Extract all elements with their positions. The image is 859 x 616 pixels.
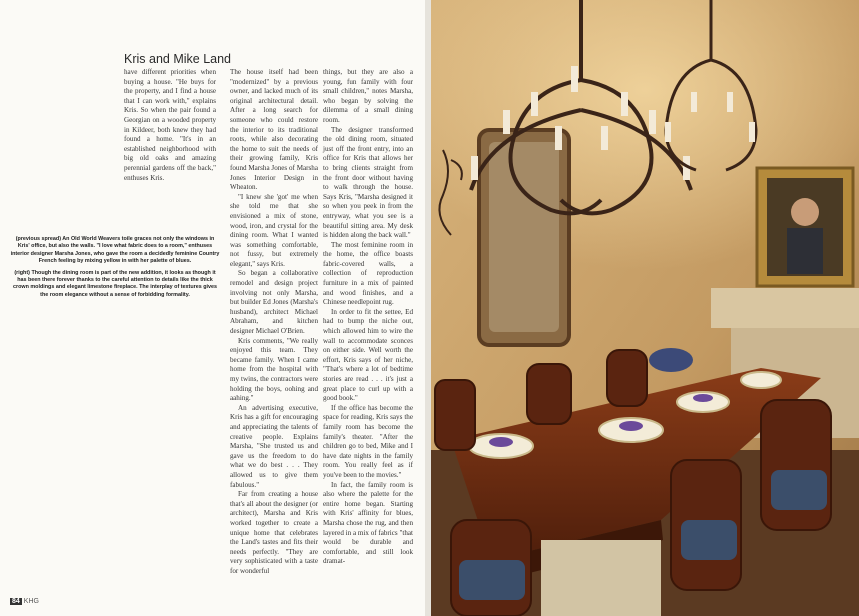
ornate-mirror <box>479 130 569 345</box>
paragraph: An advertising executive, Kris has a gift for encouraging and appreciating the talents of creative people. Explains Marsha, "She trusted us and gave us the freedom to do what we do best . . . They allowed us to give them fabulous." <box>230 403 318 489</box>
paragraph: In fact, the family room is also where the palette for the entire home began. Starting with Kris' affinity for blues, Marsha chose the rug, and then layered in a mix of fabrics "that would be durable and comfortable, and still look dramat- <box>323 480 413 566</box>
paragraph: have different priorities when buying a house. "He buys for the property, and I find a house that I can work with," explains Kris. So when the pair found a Georgian on a wooded property in Kildeer, both knew they had found a home. "It's in an established neighborhood with big old oaks and amazing perennial gardens off the back," enthuses Kris. <box>124 68 216 182</box>
magazine-name: KHG <box>23 598 39 605</box>
photo-captions <box>10 236 220 303</box>
text-column-3 <box>323 68 413 567</box>
article-heading: Kris and Mike Land <box>124 52 232 66</box>
page-number: 84 <box>12 598 20 605</box>
paragraph: If the office has become the space for reading, Kris says the family room has become the family's theater. "After the children go to bed, Mike and I have date nights in the family room. You really feel as if you've been to the movies." <box>323 403 413 479</box>
text-column-2 <box>230 68 318 576</box>
paragraph: The most feminine room in the home, the office boasts fabric-covered walls, a collection of reproduction furniture in a mix of painted and wood finishes, and a Chinese needlepoint rug. <box>323 240 413 307</box>
left-page <box>0 0 425 616</box>
folio <box>10 598 39 605</box>
paragraph: In order to fit the settee, Ed had to bump the niche out, which allowed him to wire the wall to accommodate sconces on either side. Well worth the effort, Kris says of her niche, "That's where a lot of bedtime stories are read . . . it's just a great place to curl up with a good book." <box>323 307 413 403</box>
caption-previous-spread: (previous spread) An Old World Weavers toile graces not only the windows in Kris' office, but also the walls. "I love what fabric does to a room," enthuses interior designer Marsha Jones, who gave the room a decidedly feminine Country French feeling by mixing yellow in with her palette of blues. <box>10 236 220 265</box>
paragraph: things, but they are also a young, fun family with four small children," notes Marsha, who began by solving the dilemma of a small dining room. <box>323 68 413 124</box>
paragraph: "I knew she 'got' me when she told me that she envisioned a mix of stone, wood, iron, and crystal for the dining room. What I wanted was something comfortable, not fussy, but extremely elegant," says Kris. <box>230 192 318 268</box>
paragraph: Kris comments, "We really enjoyed this team. They became family. When I came home from the hospital with my twins, the contractors were holding the boys, oohing and aahing." <box>230 336 318 403</box>
portrait-painting <box>757 168 853 286</box>
paragraph: The designer transformed the old dining room, situated just off the front entry, into an office for Kris that allows her to bring clients straight from the front door without having to walk through the house. Says Kris, "Marsha designed it so when you peek in from the entryway, what you see is a beautiful sitting area. My desk is hidden along the back wall." <box>323 125 413 240</box>
centerpiece-tureen <box>649 348 693 372</box>
paragraph: Far from creating a house that's all about the designer (or architect), Marsha and Kris worked together to create a unique home that celebrates the Land's tastes and fits their needs perfectly. "They are very sophisticated with a taste for wonderful <box>230 490 318 575</box>
dining-room-photo <box>431 0 859 616</box>
paragraph: The house itself had been "modernized" by a previous owner, and lacked much of its original architectural detail. After a long search for someone who could restore the interior to its traditional roots, while also decorating the home to suit the needs of their growing family, Kris found Marsha Jones of Marsha Jones Interior Design in Wheaton. <box>230 68 318 192</box>
dining-room-illustration <box>431 0 859 616</box>
text-column-1 <box>124 68 216 183</box>
paragraph: So began a collaborative remodel and design project involving not only Marsha, but builder Ed Jones (Marsha's husband), architect Michael Abraham, and kitchen designer Michael O'Brien. <box>230 269 318 336</box>
caption-right: (right) Though the dining room is part of the new addition, it looks as though it has been there forever thanks to the careful attention to details like the thick crown moldings and elegant limestone fireplace. The interplay of textures gives the room elegance without a sense of forbidding formality. <box>13 269 217 298</box>
